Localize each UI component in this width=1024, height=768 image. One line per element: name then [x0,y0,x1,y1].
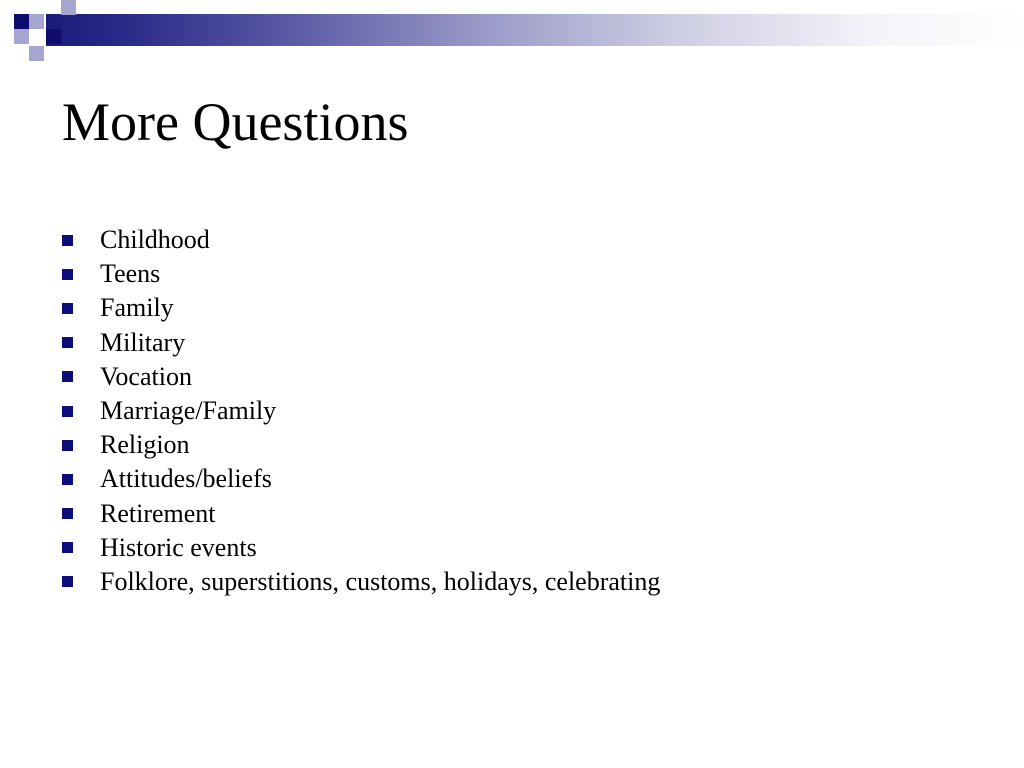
square-bullet-icon [62,542,73,553]
list-item [62,394,660,428]
list-item [62,360,660,394]
decor-square-light [29,46,44,61]
bullet-text: Childhood [100,225,210,255]
header-decoration [0,0,1024,62]
bullet-text: Folklore, superstitions, customs, holidays, celebrating [100,566,661,596]
square-bullet-icon [62,508,73,519]
square-bullet-icon [62,371,73,382]
square-bullet-icon [62,474,73,485]
list-item [62,565,660,599]
bullet-text: Religion [100,430,190,460]
bullet-text: Attitudes/beliefs [100,464,272,494]
bullet-text: Teens [100,259,161,289]
bullet-text: Vocation [100,361,192,391]
square-bullet-icon [62,440,73,451]
bullet-list [62,223,660,599]
bullet-text: Military [100,327,186,357]
list-item [62,223,660,257]
square-bullet-icon [62,235,73,246]
list-item [62,257,660,291]
decor-square-light [14,29,29,44]
square-bullet-icon [62,576,73,587]
square-bullet-icon [62,406,73,417]
square-bullet-icon [62,337,73,348]
slide-title: More Questions [62,92,409,152]
bullet-text: Family [100,293,174,323]
bullet-text: Retirement [100,498,216,528]
list-item [62,462,660,496]
decor-square-light [61,0,76,15]
list-item [62,291,660,325]
square-bullet-icon [62,303,73,314]
list-item [62,428,660,462]
decor-square-light [29,14,44,29]
bullet-text: Marriage/Family [100,396,277,426]
list-item [62,497,660,531]
decor-square-dark [46,29,61,44]
bullet-text: Historic events [100,532,257,562]
list-item [62,531,660,565]
header-gradient-bar [46,14,1024,46]
list-item [62,326,660,360]
decor-square-dark [14,14,29,29]
square-bullet-icon [62,269,73,280]
